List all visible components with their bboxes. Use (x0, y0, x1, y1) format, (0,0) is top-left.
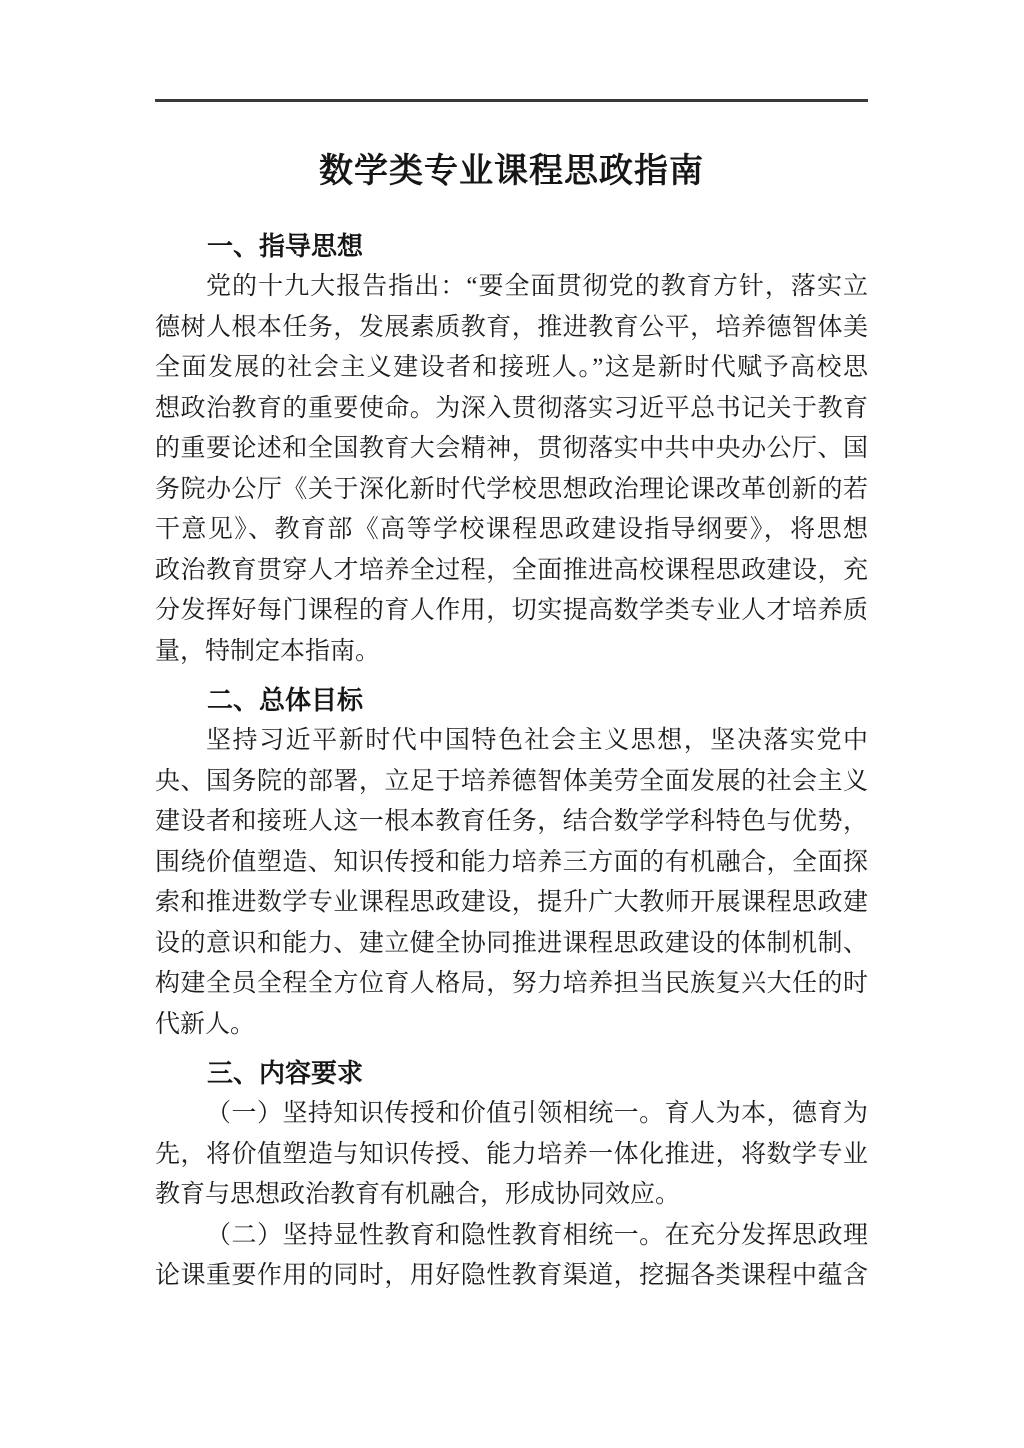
body-line: 政治教育贯穿人才培养全过程，全面推进高校课程思政建设，充 (155, 556, 868, 584)
document-content (155, 99, 868, 1297)
body-line: 务院办公厅《关于深化新时代学校思想政治理论课改革创新的若 (155, 475, 868, 503)
section-heading-1: 一、指导思想 (207, 231, 364, 261)
body-line: （二）坚持显性教育和隐性教育相统一。在充分发挥思政理 (206, 1221, 868, 1249)
body-line: 构建全员全程全方位育人格局，努力培养担当民族复兴大任的时 (155, 970, 868, 997)
body-line: 干意见》、教育部《高等学校课程思政建设指导纲要》，将思想 (155, 516, 868, 543)
body-line: 先，将价值塑造与知识传授、能力培养一体化推进，将数学专业 (155, 1140, 868, 1168)
body-line: 党的十九大报告指出：“要全面贯彻党的教育方针，落实立 (206, 273, 868, 300)
body-line: 教育与思想政治教育有机融合，形成协同效应。 (155, 1181, 681, 1208)
body-line: 索和推进数学专业课程思政建设，提升广大教师开展课程思政建 (155, 889, 868, 916)
body-line: 央、国务院的部署，立足于培养德智体美劳全面发展的社会主义 (155, 767, 868, 795)
body-line: 设的意识和能力、建立健全协同推进课程思政建设的体制机制、 (155, 929, 868, 957)
body-line: 全面发展的社会主义建设者和接班人。”这是新时代赋予高校思 (155, 354, 868, 381)
body-line: 围绕价值塑造、知识传授和能力培养三方面的有机融合，全面探 (155, 848, 868, 876)
body-line: 想政治教育的重要使命。为深入贯彻落实习近平总书记关于教育 (155, 394, 868, 422)
body-line: 坚持习近平新时代中国特色社会主义思想，坚决落实党中 (206, 727, 868, 754)
header-rule (155, 99, 868, 102)
section-heading-2: 二、总体目标 (207, 685, 364, 715)
document-title: 数学类专业课程思政指南 (319, 152, 704, 190)
body-line: 的重要论述和全国教育大会精神，贯彻落实中共中央办公厅、国 (155, 435, 868, 462)
body-line: 建设者和接班人这一根本教育任务，结合数学学科特色与优势， (155, 808, 868, 835)
body-line: 论课重要作用的同时，用好隐性教育渠道，挖掘各类课程中蕴含 (155, 1262, 868, 1289)
body-line: （一）坚持知识传授和价值引领相统一。育人为本，德育为 (206, 1100, 868, 1127)
body-line: 分发挥好每门课程的育人作用，切实提高数学类专业人才培养质 (155, 597, 868, 624)
body-line: 量，特制定本指南。 (155, 637, 381, 665)
body-line: 代新人。 (155, 1010, 256, 1038)
section-heading-3: 三、内容要求 (207, 1058, 364, 1088)
body-line: 德树人根本任务，发展素质教育，推进教育公平，培养德智体美 (155, 313, 868, 341)
